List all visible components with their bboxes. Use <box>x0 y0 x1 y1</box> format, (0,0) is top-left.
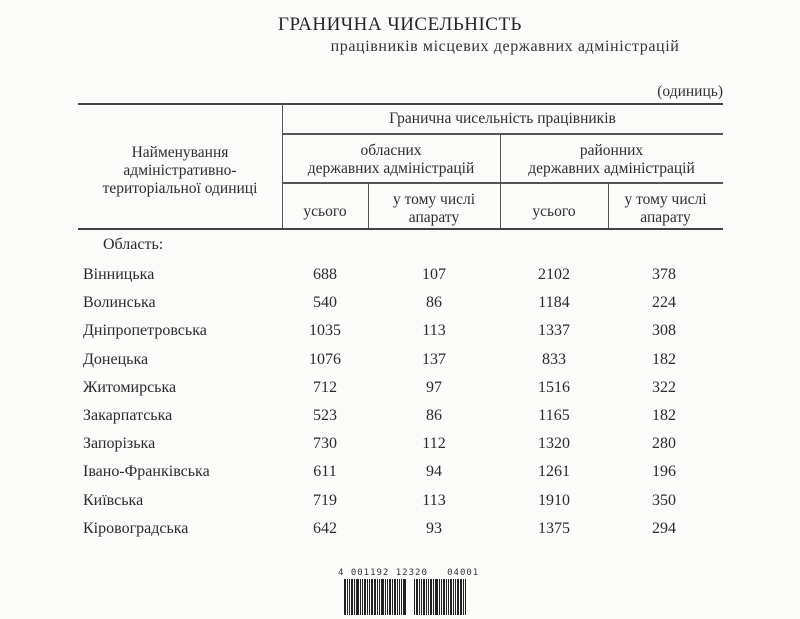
barcode-icon <box>344 579 467 619</box>
barcode-bar <box>389 579 391 615</box>
barcode-bar <box>369 579 370 615</box>
barcode-bar <box>457 579 459 615</box>
cell-obl-app: 94 <box>426 463 442 481</box>
cell-rai-app: 182 <box>652 407 676 424</box>
cell-obl-app: 86 <box>426 407 442 424</box>
row-name: Волинська <box>83 294 156 312</box>
barcode-bar <box>377 579 378 615</box>
cell-obl-total: 1076 <box>309 350 341 368</box>
header-oblast-line-2: державних адміністрацій <box>307 160 475 177</box>
header-group: Гранична чисельність працівників <box>389 110 616 127</box>
header-name-line-3: територіальної одиниці <box>102 180 258 197</box>
cell-rai-total: 833 <box>542 350 566 368</box>
barcode-bar <box>448 579 449 615</box>
header-raion-group <box>500 142 723 178</box>
barcode-bar <box>387 579 388 615</box>
barcode-bar <box>351 579 353 615</box>
table-header-bottom-rule <box>78 228 723 230</box>
barcode-bar <box>392 579 393 615</box>
barcode-bar <box>465 579 466 615</box>
row-name: Житомирська <box>83 378 177 396</box>
cell-obl-app: 113 <box>422 322 446 340</box>
cell-rai-total: 1337 <box>538 322 570 340</box>
cell-rai-app: 196 <box>652 463 676 481</box>
barcode-bar <box>446 579 447 615</box>
table-subgroup-rule <box>282 182 723 184</box>
header-oblast-apparatus-line-1: у тому числі <box>392 191 476 208</box>
barcode-bar <box>453 579 454 615</box>
units-label: (одиниць) <box>657 83 723 100</box>
barcode-bar <box>423 579 425 615</box>
barcode-bar <box>430 579 432 615</box>
cell-obl-app: 86 <box>426 294 442 312</box>
header-raion-line-2: державних адміністрацій <box>528 160 695 177</box>
barcode-bar <box>428 579 429 615</box>
cell-rai-total: 1165 <box>538 407 570 424</box>
barcode-bar <box>397 579 398 615</box>
barcode-bar <box>455 579 456 615</box>
barcode-bar <box>401 579 402 615</box>
cell-rai-app: 294 <box>652 519 676 537</box>
header-name-column <box>78 144 282 198</box>
barcode-bar <box>347 579 348 615</box>
barcode-bar <box>403 579 406 615</box>
barcode-bar <box>374 579 376 615</box>
barcode-bar <box>356 579 359 615</box>
page-title: ГРАНИЧНА ЧИСЕЛЬНІСТЬ <box>278 14 522 35</box>
cell-rai-app: 280 <box>652 435 676 453</box>
barcode-bar <box>379 579 380 615</box>
cell-rai-total: 1261 <box>538 463 570 481</box>
barcode-bar <box>349 579 350 615</box>
row-name: Івано-Франківська <box>83 463 210 481</box>
cell-obl-app: 112 <box>422 435 446 453</box>
row-name: Вінницька <box>83 266 155 283</box>
cell-obl-app: 107 <box>422 266 446 283</box>
cell-rai-total: 1516 <box>538 378 570 396</box>
header-name-line-1: Найменування <box>131 144 229 161</box>
barcode-bar <box>367 579 368 615</box>
barcode-bar <box>426 579 427 615</box>
barcode-bar <box>419 579 420 615</box>
cell-rai-total: 1910 <box>538 491 570 509</box>
barcode-bar <box>460 579 462 615</box>
barcode-bar <box>364 579 366 615</box>
header-name-line-2: адміністративно- <box>123 162 237 179</box>
page-subtitle: працівників місцевих державних адміністрацій <box>330 38 680 55</box>
barcode-bar <box>435 579 438 615</box>
header-raion-apparatus-line-1: у тому числі <box>624 191 707 208</box>
header-oblast-total: усього <box>303 203 347 220</box>
barcode-bar <box>414 579 415 615</box>
section-label: Область: <box>103 236 164 253</box>
row-name: Донецька <box>83 350 149 368</box>
cell-rai-app: 308 <box>652 322 676 340</box>
table-top-rule <box>78 103 723 105</box>
barcode-bar <box>344 579 346 615</box>
table-group-rule <box>282 133 723 135</box>
barcode-bar <box>394 579 396 615</box>
cell-obl-total: 540 <box>313 294 337 312</box>
barcode-bar <box>399 579 400 615</box>
header-oblast-apparatus-line-2: апарату <box>408 209 460 226</box>
row-name: Дніпропетровська <box>83 322 207 340</box>
barcode-bar <box>439 579 440 615</box>
header-raion-line-1: районних <box>579 142 644 159</box>
cell-rai-app: 322 <box>652 378 676 396</box>
cell-obl-total: 611 <box>313 463 337 481</box>
cell-obl-total: 730 <box>313 435 337 453</box>
cell-obl-total: 712 <box>313 378 337 396</box>
cell-obl-app: 93 <box>426 519 442 537</box>
cell-obl-total: 523 <box>313 407 337 424</box>
cell-obl-app: 137 <box>422 350 446 368</box>
cell-obl-app: 97 <box>426 378 442 396</box>
cell-rai-total: 1320 <box>538 435 570 453</box>
barcode-number: 4 001192 12320 04001 <box>338 568 480 578</box>
header-oblast-apparatus <box>368 191 500 227</box>
barcode-bar <box>381 579 384 615</box>
barcode-bar <box>441 579 442 615</box>
barcode-bar <box>385 579 386 615</box>
barcode-bar <box>443 579 445 615</box>
barcode-bar <box>433 579 434 615</box>
cell-rai-total: 2102 <box>538 266 570 283</box>
barcode-bar <box>421 579 422 615</box>
barcode-bar <box>416 579 418 615</box>
cell-obl-total: 1035 <box>309 322 341 340</box>
cell-rai-app: 350 <box>652 491 676 509</box>
cell-rai-total: 1375 <box>538 519 570 537</box>
barcode-bar <box>463 579 464 615</box>
barcode-bar <box>362 579 363 615</box>
cell-rai-app: 224 <box>652 294 676 312</box>
cell-rai-total: 1184 <box>538 294 570 312</box>
header-oblast-line-1: обласних <box>360 142 422 159</box>
cell-obl-total: 719 <box>313 491 337 509</box>
header-raion-apparatus-line-2: апарату <box>640 209 691 226</box>
row-name: Запорізька <box>83 435 156 453</box>
barcode-bar <box>354 579 355 615</box>
header-oblast-group <box>282 142 500 178</box>
row-name: Закарпатська <box>83 407 173 424</box>
barcode-bar <box>371 579 373 615</box>
barcode-bar <box>450 579 452 615</box>
cell-rai-app: 378 <box>652 266 676 283</box>
cell-rai-app: 182 <box>652 350 676 368</box>
barcode-bar <box>360 579 361 615</box>
row-name: Київська <box>83 491 144 509</box>
header-raion-total: усього <box>532 203 576 220</box>
cell-obl-total: 642 <box>313 519 337 537</box>
row-name: Кіровоградська <box>83 519 189 537</box>
header-raion-apparatus <box>608 191 723 227</box>
cell-obl-total: 688 <box>313 266 337 283</box>
cell-obl-app: 113 <box>422 491 446 509</box>
